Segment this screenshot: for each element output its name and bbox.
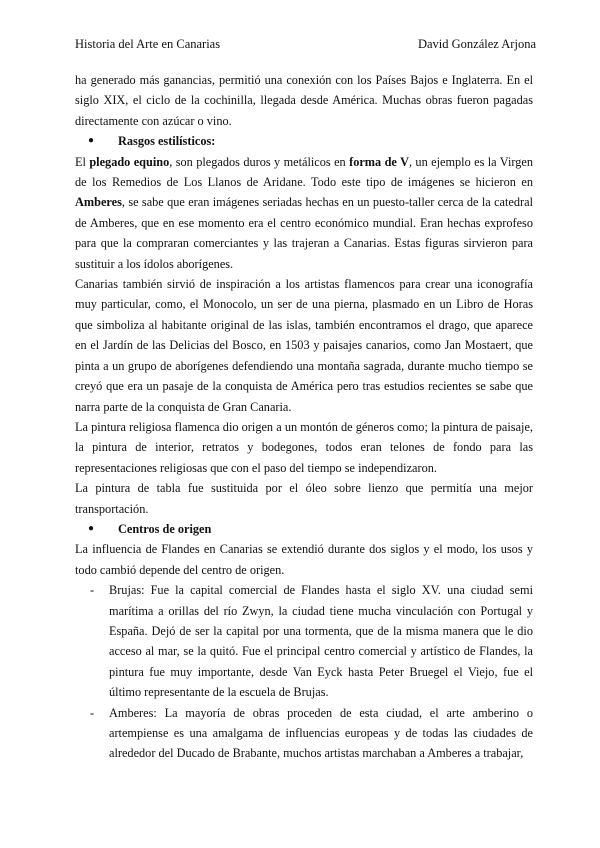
paragraph-intro: ha generado más ganancias, permitió una conexión con los Países Bajos e Inglaterra. En el siglo XIX, el ciclo de la cochinilla, llegada desde América. Muchas obras fueron pagadas directamente con azúcar o vino. — [75, 73, 533, 128]
header-author: David González Arjona — [417, 37, 536, 51]
bold-term-forma: forma de V — [349, 154, 409, 169]
paragraph-plegado — [75, 152, 533, 274]
list-item-text: Brujas: Fue la capital comercial de Flandes hasta el siglo XV. una ciudad semi marítima a orillas del río Zwyn, la ciudad tiene mucha vinculación con Portugal y España. Dejó de ser la capital por una tormenta, que de la misma manera que le dio acceso al mar, se la quitó. Fue el principal centro comercial y artístico de Flandes, la pintura fue muy importante, desde Van Eyck hasta Peter Bruegel el Viejo, fue el último representante de la escuela de Brujas. — [109, 583, 533, 700]
heading-label: Rasgos estilísticos: — [118, 134, 216, 149]
text-run: , se sabe que eran imágenes seriadas hechas en un puesto-taller cerca de la catedral de Amberes, que en ese momento era el centro económico mundial. Eran hechas exprofeso para que la compraran comerciantes y las trajeran a Canarias. Estas figuras sirvieron para sustituir a los ídolos aborígenes. — [75, 195, 533, 271]
bullet-icon: ● — [88, 135, 95, 147]
list-item-amberes — [75, 703, 533, 764]
dash-marker: - — [90, 705, 95, 720]
heading-label: Centros de origen — [118, 521, 212, 536]
paragraph-iconografia: Canarias también sirvió de inspiración a los artistas flamencos para crear una iconografía muy particular, como, el Monocolo, un ser de una pierna, plasmado en un Libro de Horas que simboliza al habitante original de las islas, también encontramos el drago, que aparece en el Jardín de las Delicias del Bosco, en 1503 y paisajes canarios, como Jan Mostaert, que pinta a un grupo de aborígenes defendiendo una montaña sagrada, durante mucho tiempo se creyó que era un pasaje de la conquista de América pero tras estudios recientes se sabe que narra parte de la conquista de Gran Canaria. — [75, 277, 533, 414]
list-item-brujas — [75, 580, 533, 702]
bold-term-amberes: Amberes — [75, 195, 122, 210]
section-heading-centros — [75, 519, 533, 539]
section-heading-rasgos — [75, 131, 533, 151]
list-item-text: Amberes: La mayoría de obras proceden de esta ciudad, el arte amberino o artempiense es una amalgama de influencias europeas y de todas las ciudades de alrededor del Ducado de Brabante, muchos artistas marchaban a Amberes a trabajar, — [109, 705, 533, 761]
dash-marker: - — [90, 583, 95, 598]
centers-list — [75, 580, 533, 764]
paragraph-generos: La pintura religiosa flamenca dio origen a un montón de géneros como; la pintura de paisaje, la pintura de interior, retratos y bodegones, todos eran telones de fondo para las representaciones religiosas que con el paso del tiempo se independizaron. — [75, 419, 533, 475]
text-run: , son plegados duros y metálicos en — [169, 154, 350, 169]
paragraph-influencia: La influencia de Flandes en Canarias se extendió durante dos siglos y el modo, los usos y todo cambió depende del centro de origen. — [75, 542, 533, 577]
paragraph-tabla: La pintura de tabla fue sustituida por el óleo sobre lienzo que permitía una mejor transportación. — [75, 481, 533, 516]
text-run: , un ejemplo es la Virgen de los Remedios de Los Llanos de Aridane. Todo este tipo de imágenes se hicieron en — [75, 154, 533, 190]
bold-term-plegado: plegado equino — [89, 154, 170, 169]
page-header — [75, 36, 536, 52]
text-run: El — [75, 154, 90, 169]
bullet-icon: ● — [88, 522, 95, 534]
document-body — [75, 70, 533, 764]
header-course-title: Historia del Arte en Canarias — [75, 37, 221, 51]
